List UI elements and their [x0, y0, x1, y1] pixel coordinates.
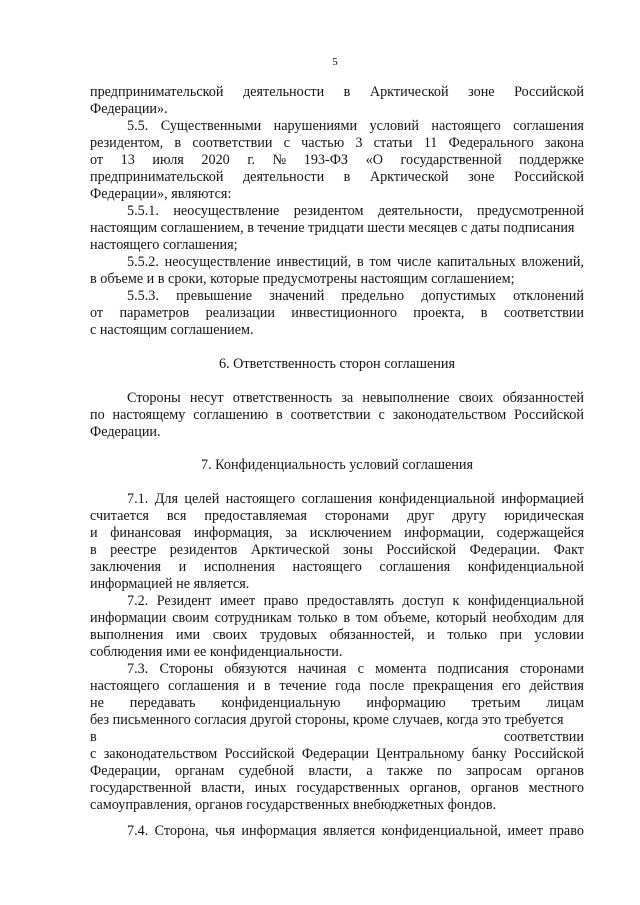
word: деятельности: [242, 169, 325, 185]
section-7-heading: 7. Конфиденциальность условий соглашения: [200, 457, 474, 473]
word: Арктической: [250, 542, 330, 558]
word: передавать: [129, 695, 196, 711]
word: запросам: [466, 763, 522, 779]
text-line-split: [90, 729, 584, 746]
paragraph-5-5-first-line: [127, 118, 584, 135]
word: Российской: [514, 407, 584, 423]
paragraph-5-5-2-first-line: [127, 254, 584, 271]
text-line: [90, 305, 584, 322]
word: информацией: [501, 491, 584, 507]
word: инвестиций,: [276, 254, 352, 270]
word: зоне: [468, 169, 495, 185]
word: финансовая: [110, 525, 182, 541]
word: банку: [471, 746, 507, 762]
word: законодательством: [103, 746, 218, 762]
word: имеет: [219, 593, 256, 609]
word: власти,: [308, 763, 352, 779]
word: в: [343, 610, 351, 626]
word: конфиденциальной,: [381, 823, 502, 839]
word: деятельности: [242, 84, 325, 100]
text-line: [90, 84, 584, 101]
word: и: [427, 627, 435, 643]
word: другу: [452, 508, 487, 524]
word: лицам: [546, 695, 584, 711]
word: государственной: [400, 152, 502, 168]
word: поддержке: [519, 152, 584, 168]
word: а: [366, 763, 373, 779]
word: Резидент: [156, 593, 212, 609]
word: настоящего: [292, 559, 362, 575]
text-line: [90, 542, 584, 559]
word: начиная: [297, 661, 347, 677]
word: при: [499, 627, 522, 643]
text-line: настоящего соглашения;: [90, 237, 238, 253]
word: органов: [470, 780, 519, 796]
word: чья: [214, 823, 236, 839]
word: заключения: [90, 559, 162, 575]
word: с: [90, 746, 97, 762]
word: Федерации.: [469, 542, 541, 558]
word: настоящего: [225, 491, 296, 507]
text-line: [90, 525, 584, 542]
word: ответственность: [232, 390, 333, 406]
text-line: [90, 763, 584, 780]
word: резидентов: [169, 542, 238, 558]
word: информации,: [404, 525, 485, 541]
section-6-heading: 6. Ответственность сторон соглашения: [218, 356, 455, 372]
word: закона: [544, 135, 584, 151]
text-line: без письменного согласия другой стороны, кроме случаев, когда это требуется: [90, 712, 564, 728]
word: 3: [355, 135, 363, 151]
word: соответствии: [503, 305, 584, 321]
word: соответствии: [290, 407, 371, 423]
word: судебной: [238, 763, 294, 779]
word: предпринимательской: [90, 169, 224, 185]
word: в: [174, 135, 182, 151]
word: частью: [301, 135, 345, 151]
paragraph-7-1-first-line: [127, 491, 584, 508]
text-line: Федерации».: [90, 101, 168, 117]
word: объеме,: [383, 610, 431, 626]
word: отклонений: [513, 288, 584, 304]
word: 5.5.1.: [127, 203, 159, 219]
word: содержащейся: [496, 525, 584, 541]
word: с: [283, 135, 290, 151]
word: своим: [172, 610, 209, 626]
text-line: [90, 407, 584, 424]
word: государственных: [296, 780, 400, 796]
word: Сторона,: [154, 823, 209, 839]
paragraph-7-4-first-line: [127, 823, 584, 840]
text-line: с настоящим соглашением.: [90, 322, 254, 338]
word: 193-ФЗ: [303, 152, 349, 168]
word: иных: [254, 780, 287, 796]
word: июля: [152, 152, 184, 168]
word: Федерации,: [90, 763, 161, 779]
word: в: [343, 84, 351, 100]
word: проекта,: [413, 305, 465, 321]
word: инвестиционного: [291, 305, 397, 321]
word: в: [343, 169, 351, 185]
word: несут: [189, 390, 224, 406]
word: предельно: [341, 288, 405, 304]
word: 5.5.2.: [127, 254, 159, 270]
word: 7.2.: [127, 593, 149, 609]
word: невыполнение: [362, 390, 450, 406]
word: числе: [396, 254, 432, 270]
word: прекращения: [412, 678, 494, 694]
word: Факт: [553, 542, 584, 558]
word: органам: [175, 763, 225, 779]
word: третьим: [471, 695, 521, 711]
word: выполнения: [90, 627, 164, 643]
word: нарушениями: [273, 118, 358, 134]
text-line: [90, 559, 584, 576]
word: Стороны: [159, 661, 214, 677]
word: года: [335, 678, 361, 694]
word: органов,: [409, 780, 461, 796]
word: Для: [154, 491, 178, 507]
word: соглашения: [168, 678, 239, 694]
word: 7.1.: [127, 491, 149, 507]
word: деятельности,: [377, 203, 463, 219]
text-fragment: соответствии: [503, 729, 584, 745]
text-line: [90, 746, 584, 763]
word: 7.3.: [127, 661, 149, 677]
paragraph-7-3-first-line: [127, 661, 584, 678]
word: по: [437, 763, 452, 779]
word: информацию: [366, 695, 446, 711]
word: сотрудникам: [214, 610, 292, 626]
text-line: [90, 695, 584, 712]
text-line: информацией не является.: [90, 576, 250, 592]
word: Российской: [514, 746, 584, 762]
word: только: [447, 627, 488, 643]
word: Арктической: [369, 84, 449, 100]
word: Российской: [514, 169, 584, 185]
word: 11: [423, 135, 438, 151]
text-line: Федерации.: [90, 424, 161, 440]
word: информации: [90, 610, 167, 626]
word: за: [341, 390, 354, 406]
word: превышение: [176, 288, 253, 304]
word: сторонами: [519, 661, 584, 677]
word: является: [323, 823, 376, 839]
word: предусмотренной: [477, 203, 584, 219]
word: его: [501, 678, 521, 694]
word: вложений,: [521, 254, 584, 270]
word: право: [263, 593, 299, 609]
page-number: 5: [332, 56, 338, 68]
word: обязуются: [224, 661, 287, 677]
word: и: [178, 559, 187, 575]
word: 13: [120, 152, 135, 168]
word: считается: [90, 508, 149, 524]
word: по: [90, 407, 105, 423]
word: трудовых: [259, 627, 318, 643]
word: соглашения: [379, 559, 451, 575]
word: за: [285, 525, 298, 541]
word: 7.4.: [127, 823, 149, 839]
word: Стороны: [127, 390, 181, 406]
word: настоящего: [90, 678, 160, 694]
word: также: [387, 763, 423, 779]
word: Российской: [224, 746, 295, 762]
word: соглашения: [301, 491, 373, 507]
word: настоящему: [112, 407, 186, 423]
word: от: [90, 152, 104, 168]
word: юридическая: [504, 508, 584, 524]
word: «О: [365, 152, 383, 168]
word: обязанностей: [502, 390, 584, 406]
word: к: [452, 593, 460, 609]
word: Российской: [386, 542, 457, 558]
word: в: [263, 678, 271, 694]
text-fragment: в: [90, 729, 97, 745]
word: статьи: [373, 135, 413, 151]
word: Российской: [514, 84, 584, 100]
word: предпринимательской: [90, 84, 224, 100]
word: законодательством: [392, 407, 507, 423]
word: исполнения: [203, 559, 275, 575]
text-line: настоящим соглашением, в течение тридцати шести месяцев с даты подписания: [90, 220, 575, 236]
text-line: [90, 678, 584, 695]
word: в: [90, 542, 97, 558]
word: №: [272, 152, 287, 168]
word: зоны: [343, 542, 373, 558]
word: допустимых: [421, 288, 496, 304]
word: информация: [241, 823, 317, 839]
text-line: [90, 508, 584, 525]
word: информация,: [193, 525, 273, 541]
word: своих: [458, 390, 494, 406]
word: конфиденциальной: [378, 491, 495, 507]
text-line: [90, 627, 584, 644]
word: право: [549, 823, 584, 839]
paragraph-7-2-first-line: [127, 593, 584, 610]
word: Федерального: [448, 135, 534, 151]
word: условий: [369, 118, 419, 134]
word: предоставляемая: [204, 508, 307, 524]
word: и: [247, 678, 256, 694]
word: для: [563, 610, 584, 626]
word: необходим: [492, 610, 558, 626]
word: момента: [375, 661, 427, 677]
word: том: [369, 254, 392, 270]
word: 2020: [201, 152, 230, 168]
word: органов: [536, 763, 584, 779]
word: в: [480, 305, 488, 321]
word: неосуществление: [164, 254, 271, 270]
word: реализации: [205, 305, 275, 321]
word: зоне: [468, 84, 495, 100]
word: предоставлять: [306, 593, 394, 609]
word: сторонами: [324, 508, 390, 524]
word: соглашения: [513, 118, 584, 134]
word: Центральному: [376, 746, 465, 762]
word: государственной: [90, 780, 192, 796]
word: действия: [529, 678, 584, 694]
word: власти,: [201, 780, 245, 796]
word: 5.5.: [127, 118, 149, 134]
word: условии: [534, 627, 584, 643]
paragraph-5-5-3-first-line: [127, 288, 584, 305]
text-line: в объеме и в сроки, которые предусмотрены настоящим соглашением;: [90, 271, 515, 287]
word: значений: [269, 288, 325, 304]
text-line: [90, 780, 584, 797]
word: обязанностей,: [329, 627, 415, 643]
word: от: [90, 305, 104, 321]
text-line: [90, 135, 584, 152]
word: подписания: [437, 661, 509, 677]
word: том: [356, 610, 378, 626]
word: с: [357, 661, 364, 677]
word: целей: [184, 491, 220, 507]
word: реестре: [110, 542, 157, 558]
word: в: [275, 407, 283, 423]
word: ими: [175, 627, 201, 643]
word: вся: [166, 508, 187, 524]
paragraph-5-5-1-first-line: [127, 203, 584, 220]
text-line: Федерации», являются:: [90, 186, 232, 202]
word: который: [436, 610, 487, 626]
word: соглашению: [193, 407, 269, 423]
word: конфиденциальной: [467, 593, 584, 609]
word: конфиденциальную: [221, 695, 341, 711]
word: параметров: [119, 305, 190, 321]
word: с: [378, 407, 385, 423]
word: местного: [528, 780, 584, 796]
word: Арктической: [369, 169, 449, 185]
word: доступ: [402, 593, 445, 609]
text-line: самоуправления, органов государственных внебюджетных фондов.: [90, 797, 497, 813]
word: исключением: [309, 525, 392, 541]
word: и: [90, 525, 98, 541]
word: г.: [247, 152, 256, 168]
word: капитальных: [437, 254, 516, 270]
word: Существенными: [160, 118, 262, 134]
text-line: [90, 610, 584, 627]
word: 5.5.3.: [127, 288, 159, 304]
word: только: [297, 610, 338, 626]
paragraph-6-first-line: [127, 390, 584, 407]
word: своих: [212, 627, 248, 643]
word: резидентом: [293, 203, 364, 219]
word: неосуществление: [173, 203, 280, 219]
word: имеет: [507, 823, 543, 839]
word: течение: [279, 678, 327, 694]
word: соответствии: [192, 135, 273, 151]
word: не: [90, 695, 104, 711]
word: Федерации: [301, 746, 369, 762]
word: конфиденциальной: [467, 559, 584, 575]
word: друг: [407, 508, 435, 524]
text-line: [90, 169, 584, 186]
word: после: [369, 678, 405, 694]
word: резидентом,: [90, 135, 164, 151]
word: в: [356, 254, 364, 270]
text-line: [90, 152, 584, 169]
text-line: соблюдения ими ее конфиденциальности.: [90, 644, 343, 660]
word: настоящего: [431, 118, 501, 134]
